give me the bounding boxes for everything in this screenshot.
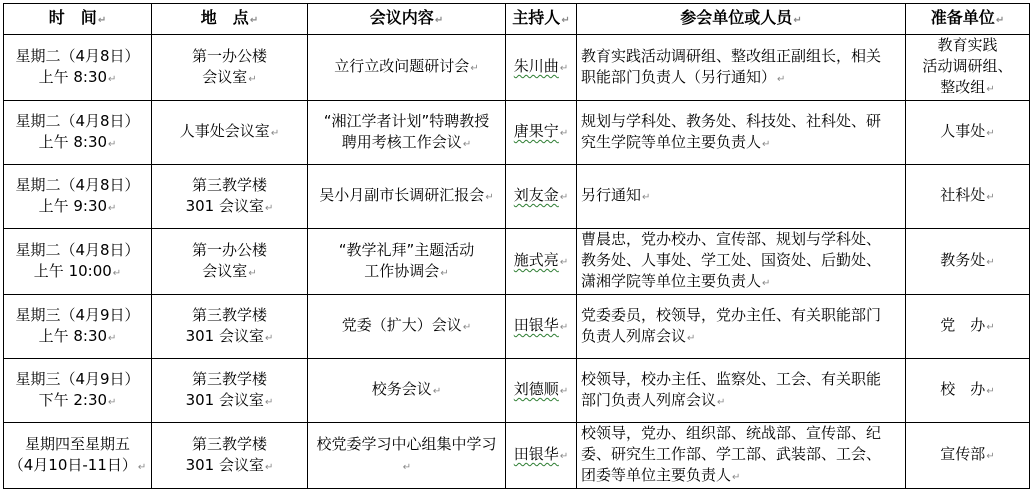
cell-prep — [906, 229, 1030, 295]
cell-line: 第一办公楼 — [191, 240, 267, 259]
cell-line: 校党委学习中心组集中学习 — [316, 434, 497, 453]
header-prep: 准备单位↵ — [906, 4, 1030, 35]
paragraph-mark: ↵ — [559, 63, 569, 74]
cell-line: “湘江学者计划”特聘教授 — [323, 111, 490, 130]
cell-line: 第一办公楼 — [191, 46, 267, 65]
cell-line: 下午 2:30 — [38, 390, 108, 409]
paragraph-mark: ↵ — [462, 322, 472, 333]
cell-line: 党委（扩大）会议 — [341, 316, 462, 334]
paragraph-mark: ↵ — [559, 128, 569, 139]
cell-line: 工作协调会 — [364, 261, 440, 280]
cell-line: 星期二（4月8日） — [15, 46, 140, 65]
cell-line: 潇湘学院等单位主要负责人 — [581, 272, 762, 290]
cell-line: 立行立改问题研讨会 — [334, 57, 470, 75]
host-name: 刘德顺 — [513, 380, 559, 398]
cell-line: 人事处 — [940, 122, 986, 140]
header-host: 主持人↵ — [506, 4, 577, 35]
paragraph-mark: ↵ — [265, 332, 274, 344]
cell-prep — [906, 165, 1030, 229]
paragraph-mark: ↵ — [108, 73, 117, 85]
cell-line: 究生学院等单位主要负责人 — [581, 132, 762, 151]
cell-line: 职能部门负责人（另行通知） — [581, 67, 777, 86]
cell-place — [152, 101, 308, 165]
table-row — [4, 295, 1030, 359]
cell-host — [506, 423, 577, 489]
paragraph-mark: ↵ — [986, 322, 995, 333]
cell-line: 党委委员，校领导，党办主任、有关职能部门 — [581, 305, 882, 324]
cell-line: 第三教学楼 — [191, 305, 267, 324]
cell-line: 301 会议室 — [185, 390, 264, 409]
paragraph-mark: ↵ — [265, 202, 274, 214]
paragraph-mark: ↵ — [108, 332, 117, 344]
cell-line: 第三教学楼 — [191, 369, 267, 388]
cell-content — [308, 229, 506, 295]
cell-line: 规划与学科处、教务处、科技处、社科处、研 — [581, 111, 882, 130]
cell-time — [4, 423, 152, 489]
cell-line: 校务会议 — [371, 380, 432, 398]
cell-line: 上午 8:30 — [38, 326, 108, 345]
paragraph-mark: ↵ — [642, 192, 651, 203]
cell-attendees — [577, 101, 906, 165]
cell-line: 会议室 — [202, 67, 248, 86]
cell-line: 教务处 — [940, 251, 986, 269]
cell-host — [506, 35, 577, 101]
cell-time — [4, 229, 152, 295]
cell-attendees — [577, 35, 906, 101]
cell-content — [308, 295, 506, 359]
cell-host — [506, 229, 577, 295]
cell-prep — [906, 359, 1030, 423]
cell-line: 宣传部 — [940, 445, 986, 463]
paragraph-mark: ↵ — [732, 472, 741, 483]
cell-line: 301 会议室 — [185, 196, 264, 215]
cell-line: 校领导，校办主任、监察处、工会、有关职能 — [581, 369, 882, 388]
host-name: 田银华 — [513, 316, 559, 334]
paragraph-mark: ↵ — [440, 267, 449, 279]
header-place: 地 点↵ — [152, 4, 308, 35]
paragraph-mark: ↵ — [462, 138, 472, 150]
cell-attendees — [577, 423, 906, 489]
cell-line: 教务处、人事处、学工处、国资处、后勤处、 — [581, 251, 882, 269]
cell-line: 第三教学楼 — [191, 434, 267, 453]
cell-line: 教育实践活动调研组、整改组正副组长，相关 — [581, 46, 882, 65]
paragraph-mark: ↵ — [559, 451, 569, 462]
paragraph-mark: ↵ — [112, 267, 122, 279]
cell-time — [4, 35, 152, 101]
paragraph-mark: ↵ — [108, 138, 117, 150]
cell-line: 上午 8:30 — [38, 67, 108, 86]
cell-line: （4月10日-11日） — [8, 455, 137, 474]
cell-attendees — [577, 359, 906, 423]
cell-prep — [906, 423, 1030, 489]
host-name: 刘友金 — [513, 186, 559, 204]
cell-place — [152, 295, 308, 359]
paragraph-mark: ↵ — [559, 386, 569, 397]
cell-time — [4, 101, 152, 165]
meeting-schedule-table — [3, 3, 1030, 489]
header-time: 时 间↵ — [4, 4, 152, 35]
paragraph-mark: ↵ — [986, 451, 995, 462]
cell-content — [308, 101, 506, 165]
cell-line: 教育实践 — [937, 36, 998, 54]
paragraph-mark: ↵ — [762, 138, 771, 150]
cell-time — [4, 295, 152, 359]
cell-line: 星期四至星期五 — [24, 434, 130, 453]
cell-line: 吴小月副市长调研汇报会 — [319, 186, 485, 204]
cell-place — [152, 423, 308, 489]
cell-line: 负责人列席会议 — [581, 326, 687, 345]
cell-place — [152, 359, 308, 423]
cell-prep — [906, 295, 1030, 359]
paragraph-mark: ↵ — [432, 386, 442, 397]
host-name: 朱川曲 — [513, 57, 559, 75]
cell-line: “教学礼拜”主题活动 — [338, 240, 475, 259]
paragraph-mark: ↵ — [470, 63, 479, 74]
cell-line: 团委等单位主要负责人 — [581, 466, 732, 484]
cell-line: 星期二（4月8日） — [15, 175, 140, 194]
paragraph-mark: ↵ — [986, 84, 995, 95]
paragraph-mark: ↵ — [485, 192, 494, 203]
paragraph-mark: ↵ — [986, 257, 995, 268]
cell-line: 校 办 — [940, 380, 986, 398]
table-row — [4, 423, 1030, 489]
cell-line: 星期三（4月9日） — [15, 369, 140, 388]
host-name: 田银华 — [513, 445, 559, 463]
cell-line: 委、研究生工作部、学工部、武装部、工会、 — [581, 445, 882, 463]
paragraph-mark: ↵ — [986, 386, 995, 397]
paragraph-mark: ↵ — [402, 461, 412, 473]
paragraph-mark: ↵ — [777, 73, 786, 85]
table-row — [4, 35, 1030, 101]
table-row — [4, 101, 1030, 165]
cell-place — [152, 165, 308, 229]
cell-line: 上午 10:00 — [33, 261, 112, 280]
paragraph-mark: ↵ — [248, 73, 257, 85]
cell-line: 整改组 — [940, 78, 986, 96]
cell-place — [152, 35, 308, 101]
paragraph-mark: ↵ — [265, 396, 274, 408]
paragraph-mark: ↵ — [559, 257, 569, 268]
cell-host — [506, 101, 577, 165]
cell-line: 301 会议室 — [185, 326, 264, 345]
cell-line: 聘用考核工作会议 — [341, 132, 462, 151]
cell-host — [506, 295, 577, 359]
cell-line: 星期二（4月8日） — [15, 111, 140, 130]
cell-line: 星期二（4月8日） — [15, 240, 140, 259]
cell-host — [506, 359, 577, 423]
cell-line: 校领导，党办、组织部、统战部、宣传部、纪 — [581, 424, 882, 442]
paragraph-mark: ↵ — [986, 128, 995, 139]
paragraph-mark: ↵ — [717, 396, 726, 408]
table-row — [4, 165, 1030, 229]
cell-line: 301 会议室 — [185, 455, 264, 474]
paragraph-mark: ↵ — [108, 396, 117, 408]
cell-line: 星期三（4月9日） — [15, 305, 140, 324]
cell-line: 第三教学楼 — [191, 175, 267, 194]
cell-host — [506, 165, 577, 229]
cell-time — [4, 359, 152, 423]
cell-attendees — [577, 229, 906, 295]
cell-place — [152, 229, 308, 295]
host-name: 施式亮 — [513, 251, 559, 269]
cell-line: 上午 8:30 — [38, 132, 108, 151]
cell-line: 曹晨忠，党办校办、宣传部、规划与学科处、 — [581, 230, 882, 248]
cell-line: 上午 9:30 — [38, 196, 108, 215]
cell-content — [308, 165, 506, 229]
cell-line: 人事处会议室 — [179, 122, 270, 140]
paragraph-mark: ↵ — [270, 128, 280, 139]
cell-attendees — [577, 295, 906, 359]
header-content: 会议内容↵ — [308, 4, 506, 35]
cell-line: 另行通知 — [581, 186, 642, 204]
cell-content — [308, 423, 506, 489]
paragraph-mark: ↵ — [108, 202, 117, 214]
paragraph-mark: ↵ — [986, 192, 995, 203]
cell-content — [308, 35, 506, 101]
header-row — [4, 4, 1030, 35]
table-row — [4, 229, 1030, 295]
cell-line: 会议室 — [202, 261, 248, 280]
paragraph-mark: ↵ — [265, 461, 274, 473]
paragraph-mark: ↵ — [762, 278, 771, 289]
cell-line: 党 办 — [940, 316, 986, 334]
host-name: 唐果宁 — [513, 122, 559, 140]
paragraph-mark: ↵ — [559, 322, 569, 333]
cell-attendees — [577, 165, 906, 229]
paragraph-mark: ↵ — [559, 192, 569, 203]
cell-line: 社科处 — [940, 186, 986, 204]
cell-line: 活动调研组、 — [922, 57, 1013, 75]
paragraph-mark: ↵ — [137, 461, 147, 473]
header-attendees: 参会单位或人员↵ — [577, 4, 906, 35]
cell-prep — [906, 35, 1030, 101]
paragraph-mark: ↵ — [687, 332, 696, 344]
cell-prep — [906, 101, 1030, 165]
table-row — [4, 359, 1030, 423]
cell-time — [4, 165, 152, 229]
paragraph-mark: ↵ — [248, 267, 257, 279]
cell-line: 部门负责人列席会议 — [581, 390, 717, 409]
cell-content — [308, 359, 506, 423]
